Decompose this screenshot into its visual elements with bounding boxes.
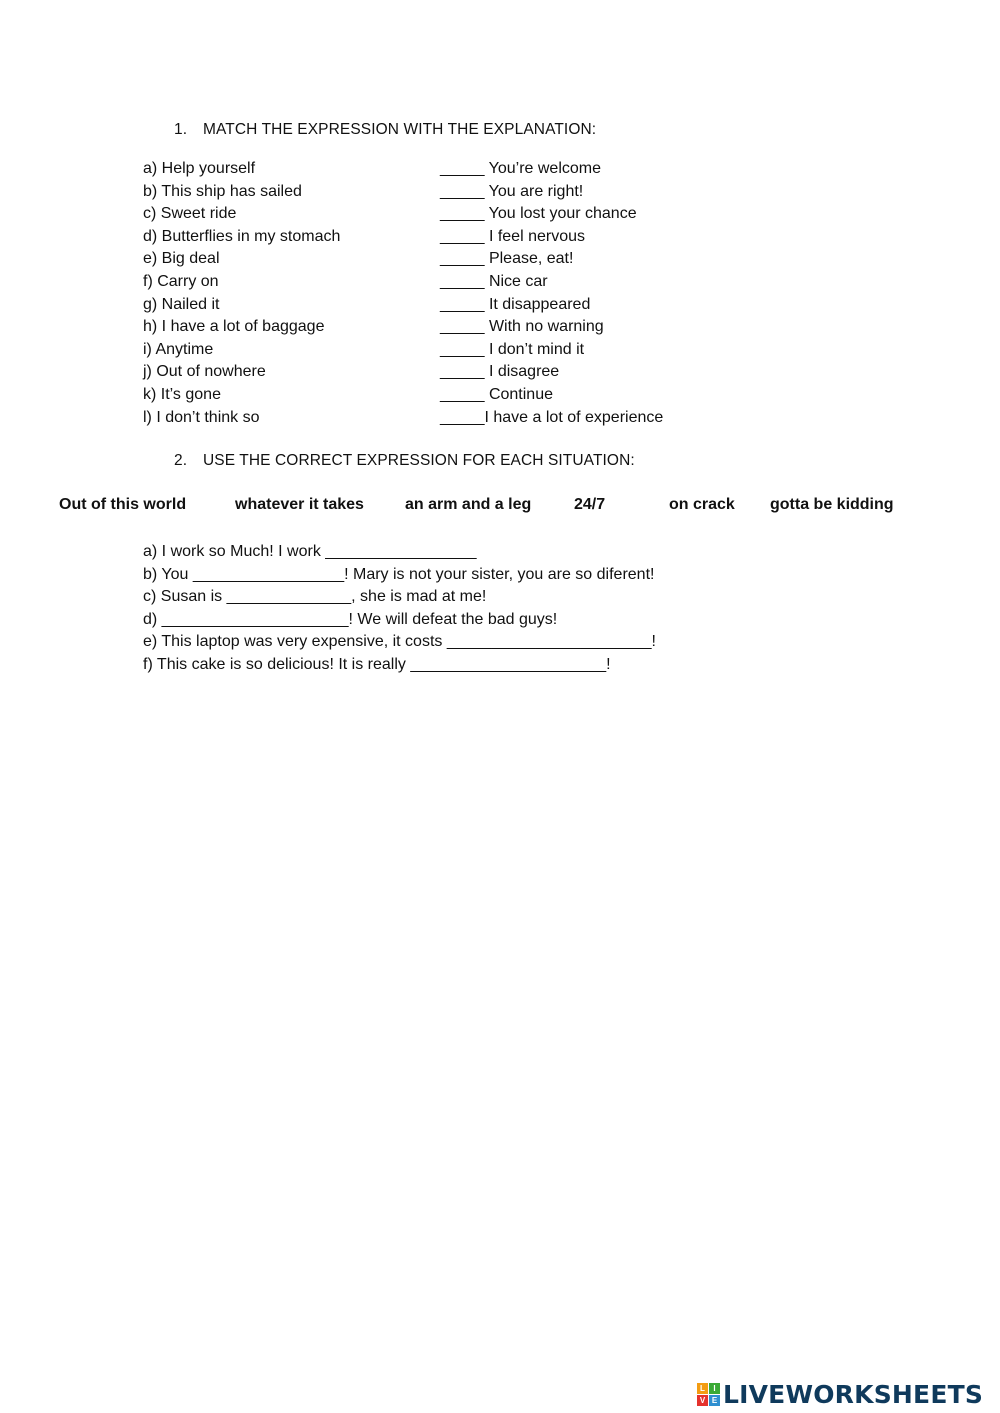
logo-tile: L <box>697 1383 708 1394</box>
brand-name: LIVEWORKSHEETS <box>723 1379 984 1409</box>
exercise-1-title: MATCH THE EXPRESSION WITH THE EXPLANATION: <box>203 121 597 138</box>
word-bank-item: on crack <box>669 496 735 513</box>
logo-tile: I <box>709 1383 720 1394</box>
expression: h) I have a lot of baggage <box>143 318 325 336</box>
logo-tile: E <box>709 1395 720 1406</box>
expression: a) Help yourself <box>143 160 256 177</box>
explanation[interactable]: _____ It disappeared <box>440 295 591 313</box>
word-bank-item: gotta be kidding <box>770 496 894 513</box>
explanation[interactable]: _____ I feel nervous <box>440 227 585 245</box>
logo-tile: V <box>697 1395 708 1406</box>
exercise-1-heading <box>174 121 596 139</box>
expression: e) Big deal <box>143 250 220 268</box>
sentence-item[interactable]: f) This cake is so delicious! It is really ______________________! <box>143 655 611 673</box>
explanation[interactable]: _____I have a lot of experience <box>440 408 664 426</box>
word-bank <box>0 496 1000 518</box>
explanation[interactable]: _____ You’re welcome <box>440 160 602 177</box>
liveworksheets-logo-icon <box>697 1383 720 1406</box>
explanation[interactable]: _____ Continue <box>440 385 553 403</box>
expression: k) It’s gone <box>143 385 221 403</box>
exercise-2-heading <box>174 452 635 470</box>
exercise-2-title: USE THE CORRECT EXPRESSION FOR EACH SITUATION: <box>203 452 635 469</box>
sentence-item[interactable]: e) This laptop was very expensive, it costs _______________________! <box>143 633 656 651</box>
expression: i) Anytime <box>143 340 214 358</box>
exercise-2-number: 2. <box>174 452 188 469</box>
word-bank-item: 24/7 <box>574 496 606 513</box>
explanation[interactable]: _____ You lost your chance <box>440 205 637 223</box>
liveworksheets-brand <box>697 1379 983 1409</box>
explanation[interactable]: _____ You are right! <box>440 182 584 200</box>
sentence-list <box>143 541 656 677</box>
sentence-item[interactable]: d) _____________________! We will defeat the bad guys! <box>143 610 558 628</box>
word-bank-item: whatever it takes <box>235 496 364 513</box>
word-bank-item: Out of this world <box>59 496 187 513</box>
explanation[interactable]: _____ I disagree <box>440 363 560 381</box>
explanation[interactable]: _____ I don’t mind it <box>440 340 585 358</box>
expression: b) This ship has sailed <box>143 182 302 200</box>
expression: c) Sweet ride <box>143 205 237 223</box>
expression: d) Butterflies in my stomach <box>143 227 341 245</box>
sentence-item[interactable]: c) Susan is ______________, she is mad at me! <box>143 588 487 606</box>
explanation[interactable]: _____ Nice car <box>440 272 548 290</box>
sentence-item[interactable]: a) I work so Much! I work _________________ <box>143 543 477 560</box>
sentence-item[interactable]: b) You _________________! Mary is not your sister, you are so diferent! <box>143 565 655 583</box>
explanation[interactable]: _____ Please, eat! <box>440 250 574 268</box>
exercise-1-number: 1. <box>174 121 188 138</box>
expression: l) I don’t think so <box>143 408 260 426</box>
word-bank-item: an arm and a leg <box>405 496 532 513</box>
expression: g) Nailed it <box>143 295 220 313</box>
explanation[interactable]: _____ With no warning <box>440 318 604 336</box>
expression: f) Carry on <box>143 272 219 290</box>
expression: j) Out of nowhere <box>143 363 266 381</box>
